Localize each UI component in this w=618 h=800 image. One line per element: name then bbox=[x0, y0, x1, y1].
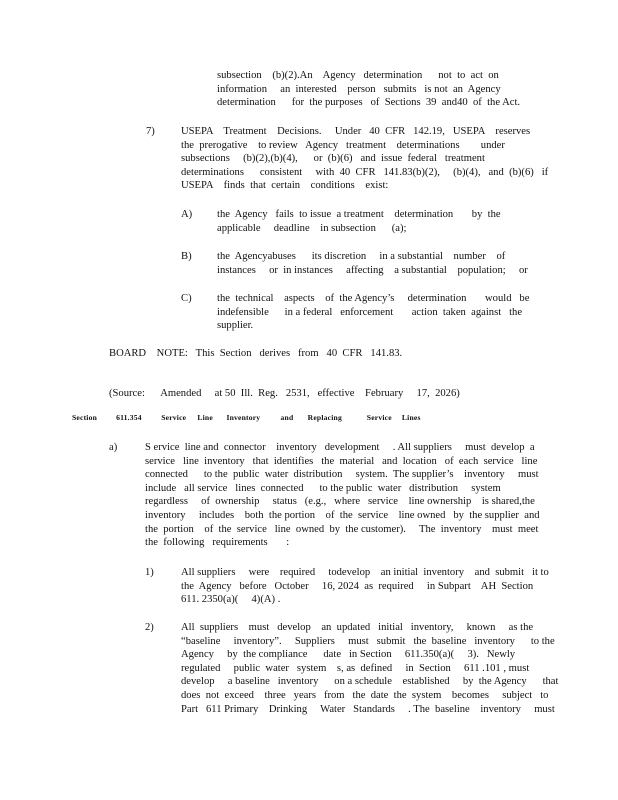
text-line: 611. 2350(a)( 4)(A) . bbox=[181, 594, 281, 606]
section-number: 611.354 bbox=[116, 413, 142, 422]
section-title-word: Line bbox=[197, 413, 213, 422]
text-line: S ervice line and connector inventory development . All suppliers must develop a bbox=[145, 442, 535, 453]
text-line: the prerogative to review Agency treatment determinations under bbox=[181, 139, 505, 151]
item-2-label: 2) bbox=[145, 622, 154, 633]
sub-b-paragraph bbox=[217, 250, 528, 277]
sub-b-label: B) bbox=[181, 251, 192, 262]
sub-c-paragraph bbox=[217, 292, 530, 333]
sub-c-label: C) bbox=[181, 293, 192, 304]
text-line: applicable deadline in subsection (a); bbox=[217, 222, 407, 234]
text-line: regardless of ownership status (e.g., where service line ownership is shared,the bbox=[145, 496, 535, 508]
sub-a-paragraph bbox=[217, 208, 517, 235]
text-line: Part 611 Primary Drinking Water Standards . The baseline inventory must bbox=[181, 703, 555, 715]
text-line: does not exceed three years from the date the system becomes subject to bbox=[181, 689, 549, 701]
text-line: USEPA Treatment Decisions. Under 40 CFR 142.19, USEPA reserves bbox=[181, 126, 531, 137]
text-line: All suppliers were required todevelop an initial inventory and submit it to bbox=[181, 567, 549, 578]
continuation-paragraph bbox=[217, 69, 523, 110]
item-7-label: 7) bbox=[146, 126, 155, 137]
item-a-paragraph bbox=[145, 441, 540, 550]
text-line: connected to the public water distribution system. The supplier’s inventory must bbox=[145, 469, 539, 481]
section-word: Section bbox=[72, 413, 98, 422]
text-line: subsections (b)(2),(b)(4), or (b)(6) and issue federal treatment bbox=[181, 153, 485, 165]
text-line: the portion of the service line owned by the customer). The inventory must meet bbox=[145, 523, 539, 535]
text-line: the Agency before October 16, 2024 as required in Subpart AH Section bbox=[181, 580, 534, 592]
text-line: “baseline inventory”. Suppliers must submit the baseline inventory to the bbox=[181, 635, 555, 647]
text-line: regulated public water system s, as defined in Section 611 .101 , must bbox=[181, 662, 530, 674]
text-line: include all service lines connected to the public water distribution system bbox=[145, 482, 501, 494]
section-title-word: and bbox=[280, 413, 294, 422]
text-line: subsection (b)(2).An Agency determination not to act on bbox=[217, 70, 499, 81]
item-2-paragraph bbox=[181, 621, 559, 716]
board-note: BOARD NOTE: This Section derives from 40 CFR 141.83. bbox=[109, 348, 403, 359]
text-line: the following requirements : bbox=[145, 537, 290, 549]
section-title-word: Replacing bbox=[307, 413, 342, 422]
source-note: (Source: Amended at 50 Ill. Reg. 2531, effective February 17, 2026) bbox=[109, 388, 460, 399]
item-a-label: a) bbox=[109, 442, 118, 453]
text-line: USEPA finds that certain conditions exist: bbox=[181, 180, 389, 192]
section-title-word: Inventory bbox=[226, 413, 261, 422]
section-title-word: Service bbox=[366, 413, 392, 422]
item-1-paragraph bbox=[181, 566, 549, 607]
text-line: indefensible in a federal enforcement action taken against the bbox=[217, 306, 523, 318]
text-line: supplier. bbox=[217, 320, 254, 332]
section-title-word: Service bbox=[161, 413, 187, 422]
text-line: the Agency fails to issue a treatment determination by the bbox=[217, 209, 501, 220]
text-line: inventory includes both the portion of the service line owned by the supplier and bbox=[145, 509, 540, 521]
item-7-paragraph bbox=[181, 125, 549, 193]
item-1-label: 1) bbox=[145, 567, 154, 578]
text-line: information an interested person submits is not an Agency bbox=[217, 83, 501, 95]
text-line: determinations consistent with 40 CFR 141.83(b)(2), (b)(4), and (b)(6) if bbox=[181, 166, 549, 178]
text-line: the technical aspects of the Agency’s determination would be bbox=[217, 293, 530, 304]
text-line: determination for the purposes of Sections 39 and40 of the Act. bbox=[217, 97, 521, 109]
sub-a-label: A) bbox=[181, 209, 193, 220]
text-line: instances or in instances affecting a substantial population; or bbox=[217, 264, 528, 276]
text-line: service line inventory that identifies the material and location of each service line bbox=[145, 455, 538, 467]
text-line: All suppliers must develop an updated initial inventory, known as the bbox=[181, 622, 534, 633]
section-title-word: Lines bbox=[401, 413, 421, 422]
text-line: Agency by the compliance date in Section 611.350(a)( 3). Newly bbox=[181, 649, 516, 661]
text-line: the Agencyabuses its discretion in a substantial number of bbox=[217, 251, 506, 262]
text-line: develop a baseline inventory on a schedule established by the Agency that bbox=[181, 676, 559, 688]
section-heading bbox=[72, 413, 421, 422]
